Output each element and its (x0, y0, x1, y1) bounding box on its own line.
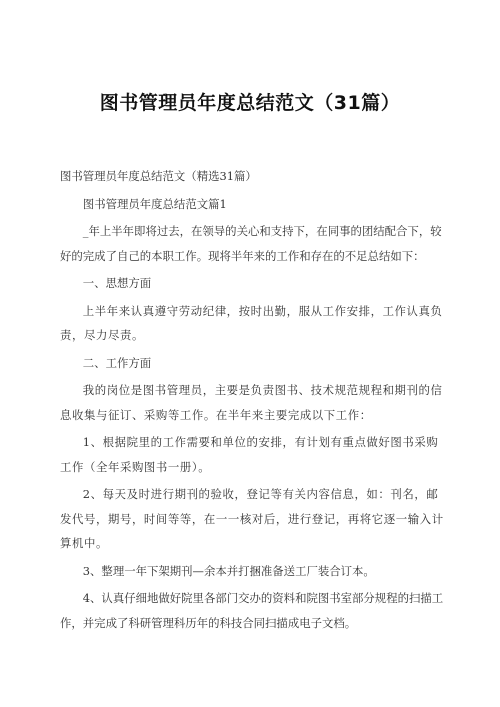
heading-work: 二、工作方面 (82, 355, 152, 370)
intro-paragraph: _年上半年即将过去，在领导的关心和支持下，在同事的团结配合下，较好的完成了自己的本职工作。现将半年来的工作和存在的不足总结如下： (60, 224, 442, 263)
document-body (60, 164, 445, 638)
work-item-3: 3、整理一年下架期刊—余本并打捆准备送工厂装合订本。 (82, 563, 375, 578)
subtitle-paragraph: 图书管理员年度总结范文（精选31篇） (60, 169, 257, 183)
work-item-4: 4、认真仔细地做好院里各部门交办的资料和院图书室部分规程的扫描工作，并完成了科研管理科历年的科技合同扫描成电子文档。 (60, 591, 444, 630)
work-item-1: 1、根据院里的工作需要和单位的安排，有计划有重点做好图书采购工作（全年采购图书一册）。 (60, 435, 439, 474)
document-title: 图书管理员年度总结范文（31篇） (99, 92, 401, 114)
work-paragraph: 我的岗位是图书管理员，主要是负责图书、技术规范规程和期刊的信息收集与征订、采购等工作。在半年来主要完成以下工作： (60, 383, 443, 422)
heading-thought: 一、思想方面 (82, 276, 152, 290)
work-item-2: 2、每天及时进行期刊的验收，登记等有关内容信息，如：刊名，邮发代号，期号，时间等等，在一一核对后，进行登记，再将它逐一输入计算机中。 (60, 487, 444, 550)
thought-paragraph: 上半年来认真遵守劳动纪律，按时出勤，服从工作安排，工作认真负责，尽力尽责。 (60, 303, 443, 342)
section-heading-paragraph: 图书管理员年度总结范文篇1 (82, 196, 227, 211)
